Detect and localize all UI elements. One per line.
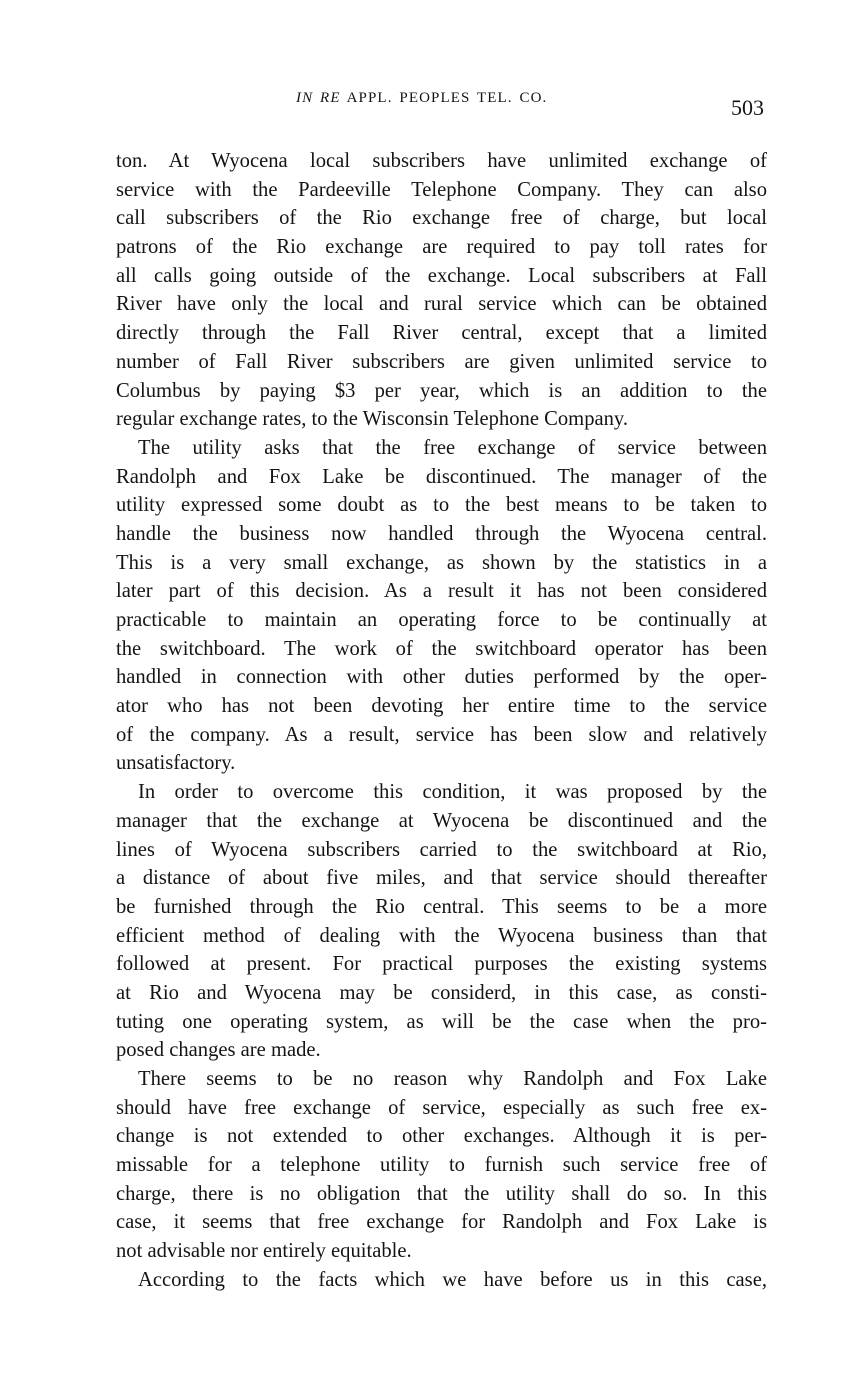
paragraph bbox=[116, 434, 767, 778]
text-line: missable for a telephone utility to furnish such service free of bbox=[116, 1154, 767, 1177]
text-line: patrons of the Rio exchange are required to pay toll rates for bbox=[116, 236, 767, 259]
text-line: handle the business now handled through the Wyocena central. bbox=[116, 522, 767, 545]
text-line: number of Fall River subscribers are given unlimited service to bbox=[116, 350, 767, 373]
text-line: of the company. As a result, service has been slow and relatively bbox=[116, 723, 767, 746]
text-line: should have free exchange of service, especially as such free ex- bbox=[116, 1096, 767, 1119]
header-title bbox=[296, 90, 547, 107]
paragraph bbox=[116, 1065, 767, 1266]
text-line: Randolph and Fox Lake be discontinued. The manager of the bbox=[116, 465, 767, 488]
text-line: utility expressed some doubt as to the best means to be taken to bbox=[116, 494, 767, 517]
text-line: service with the Pardeeville Telephone Company. They can also bbox=[116, 178, 767, 201]
text-line: ator who has not been devoting her entire time to the service bbox=[116, 695, 767, 718]
text-line: River have only the local and rural service which can be obtained bbox=[116, 293, 767, 316]
text-line: all calls going outside of the exchange. Local subscribers at Fall bbox=[116, 264, 767, 287]
text-line: change is not extended to other exchanges. Although it is per- bbox=[116, 1125, 767, 1148]
text-line: efficient method of dealing with the Wyocena business than that bbox=[116, 924, 767, 947]
paragraph bbox=[116, 778, 767, 1065]
text-line: practicable to maintain an operating force to be continually at bbox=[116, 609, 767, 631]
text-line: Columbus by paying $3 per year, which is an addition to the bbox=[116, 379, 767, 402]
text-line: not advisable nor entirely equitable. bbox=[116, 1240, 412, 1263]
text-line: a distance of about five miles, and that service should thereafter bbox=[116, 867, 767, 890]
text-line: tuting one operating system, as will be the case when the pro- bbox=[116, 1010, 767, 1033]
text-line: charge, there is no obligation that the utility shall do so. In this bbox=[116, 1182, 767, 1205]
text-line: The utility asks that the free exchange of service between bbox=[138, 436, 767, 459]
text-line: unsatisfactory. bbox=[116, 752, 236, 775]
header-title-rest: APPL. PEOPLES TEL. CO. bbox=[346, 90, 548, 106]
paragraph bbox=[116, 147, 767, 434]
text-line: lines of Wyocena subscribers carried to the switchboard at Rio, bbox=[116, 838, 767, 861]
text-line: case, it seems that free exchange for Randolph and Fox Lake is bbox=[116, 1211, 767, 1234]
header-title-italic: IN RE bbox=[296, 90, 341, 106]
body-text bbox=[116, 147, 767, 1295]
paragraph bbox=[116, 1266, 767, 1295]
text-line: call subscribers of the Rio exchange free of charge, but local bbox=[116, 207, 767, 230]
text-line: In order to overcome this condition, it was proposed by the bbox=[138, 781, 767, 804]
text-line: at Rio and Wyocena may be considerd, in this case, as consti- bbox=[116, 981, 767, 1004]
text-line: According to the facts which we have before us in this case, bbox=[138, 1268, 767, 1291]
text-line: regular exchange rates, to the Wisconsin Telephone Company. bbox=[116, 408, 629, 431]
text-line: This is a very small exchange, as shown by the statistics in a bbox=[116, 551, 767, 574]
text-line: followed at present. For practical purposes the existing systems bbox=[116, 953, 767, 976]
text-line: directly through the Fall River central, except that a limited bbox=[116, 322, 767, 345]
text-line: be furnished through the Rio central. This seems to be a more bbox=[116, 895, 767, 918]
page-number: 503 bbox=[731, 95, 764, 120]
text-line: later part of this decision. As a result it has not been considered bbox=[116, 580, 767, 603]
text-line: There seems to be no reason why Randolph and Fox Lake bbox=[138, 1068, 767, 1090]
text-line: the switchboard. The work of the switchboard operator has been bbox=[116, 637, 767, 660]
text-line: ton. At Wyocena local subscribers have unlimited exchange of bbox=[116, 150, 767, 172]
text-line: handled in connection with other duties performed by the oper- bbox=[116, 666, 767, 689]
text-line: manager that the exchange at Wyocena be discontinued and the bbox=[116, 809, 767, 832]
text-line: posed changes are made. bbox=[116, 1039, 321, 1062]
